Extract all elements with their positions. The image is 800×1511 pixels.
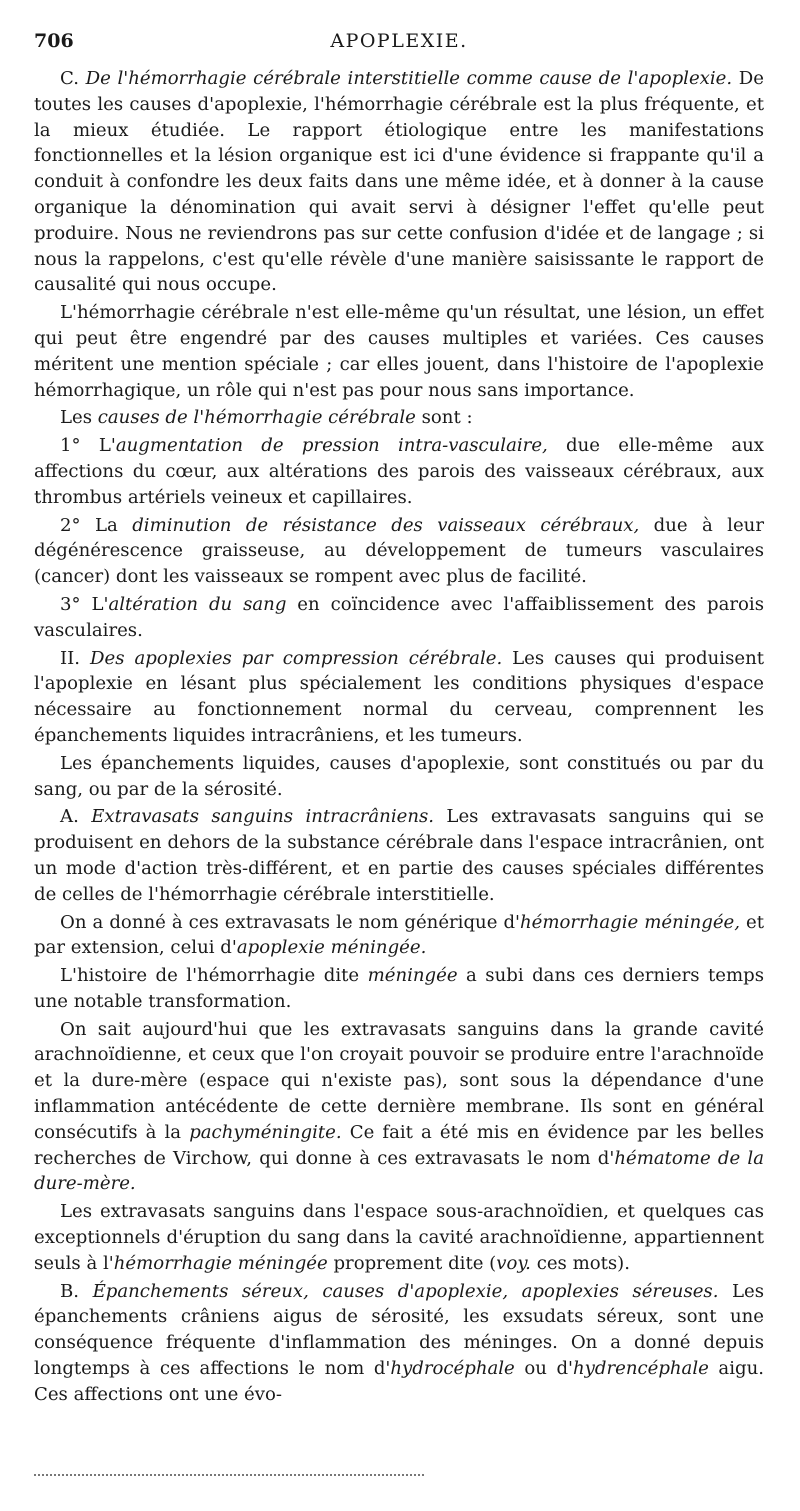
text-run: Les épanchements crâniens aigus de sérosité, les exsudats séreux, sont une conséquence fréquente d'inflammation des méninges. On a donné depuis longtemps à ces affections le nom d' (34, 1280, 765, 1380)
text-run: On a donné à ces extravasats le nom générique d' (60, 911, 521, 933)
text-run: 1° L' (60, 435, 116, 457)
paragraph (34, 433, 764, 510)
paragraph (34, 66, 764, 298)
paragraph (34, 1017, 764, 1198)
italic-text: hémorrhagie méningée (113, 1252, 328, 1274)
text-run: B. (60, 1280, 93, 1302)
italic-text: voy. (496, 1252, 531, 1274)
italic-text: hématome de la dure-mère. (34, 1147, 764, 1195)
paragraph (34, 910, 764, 962)
text-run: a subi dans ces derniers temps une notable transformation. (34, 965, 764, 1012)
italic-text: causes de l'hémorrhagie cérébrale (97, 407, 416, 429)
text-run: C. (60, 68, 86, 89)
running-title: APOPLEXIE. (330, 30, 468, 52)
text-run: II. (60, 647, 91, 669)
italic-text: méningée (367, 965, 458, 987)
text-run: On sait aujourd'hui que les extravasats sanguins dans la grande cavité arachnoïdienne, et ceux que l'on croyait pouvoir se produire entre l'arachnoïde et la dure-mère (espace qui n'existe pas), sont sous la dépendance d'une inflammation antécédente de cette dernière membrane. Ils sont en général consécutifs à la (34, 1018, 764, 1143)
text-run: et par extension, celui d' (34, 911, 764, 959)
text-run: proprement dite ( (327, 1252, 497, 1274)
text-run: L'hémorrhagie cérébrale n'est elle-même qu'un résultat, une lésion, un effet qui peut être engendré par des causes multiples et variées. Ces causes méritent une mention spéciale ; car elles jouent, dans l'histoire de l'apoplexie hémorrhagique, un rôle qui n'est pas pour nous sans importance. (34, 302, 764, 401)
italic-text: Épanchements séreux, causes d'apoplexie, apoplexies séreuses. (92, 1280, 719, 1302)
text-run: due à leur dégénérescence graisseuse, au développement de tumeurs vasculaires (cancer) dont les vaisseaux se rompent avec plus de facilité. (34, 514, 764, 588)
italic-text: hydrencéphale (573, 1358, 709, 1380)
text-run: aigu. Ces affections ont une évo- (34, 1358, 764, 1405)
italic-text: hémorrhagie méningée, (520, 911, 740, 933)
text-run: Les (60, 407, 98, 429)
page-header (34, 30, 764, 54)
text-run: ces mots). (530, 1252, 630, 1274)
paragraph (34, 513, 764, 590)
text-run: 3° L' (60, 593, 109, 615)
paragraph (34, 963, 764, 1015)
text-run: ou d' (514, 1358, 574, 1380)
text-run: Ce fait a été mis en évidence par les belles recherches de Virchow, qui donne à ces extravasats le nom d' (34, 1121, 764, 1169)
italic-text: augmentation de pression intra-vasculaire, (115, 435, 548, 457)
italic-text: Des apoplexies par compression cérébrale. (90, 647, 503, 669)
paragraph (34, 405, 764, 431)
italic-text: altération du sang (108, 593, 287, 615)
text-run: en coïncidence avec l'affaiblissement des parois vasculaires. (34, 593, 764, 641)
paragraph (34, 751, 764, 803)
text-run: Les épanchements liquides, causes d'apoplexie, sont constitués ou par du sang, ou par de la sérosité. (34, 752, 764, 800)
text-run: 2° La (60, 514, 133, 536)
text-run: due elle-même aux affections du cœur, aux altérations des parois des vaisseaux cérébraux, aux thrombus artériels veineux et capillaires. (34, 435, 764, 508)
text-run: sont : (415, 407, 473, 429)
page-number: 706 (34, 30, 74, 52)
italic-text: De l'hémorrhagie cérébrale interstitielle comme cause de l'apoplexie. (85, 68, 733, 89)
italic-text: hydrocéphale (390, 1358, 515, 1380)
text-run: De toutes les causes d'apoplexie, l'hémorrhagie cérébrale est la plus fréquente, et la mieux étudiée. Le rapport étiologique entre les manifestations fonctionnelles et la lésion organique est ici d'une évidence si frappante qu'il a conduit à confondre les deux faits dans une même idée, et à donner à la cause organique la dénomination qui avait servi à désigner l'effet qu'elle peut produire. Nous ne reviendrons pas sur cette confusion d'idée et de langage ; si nous la rappelons, c'est qu'elle révèle d'une manière saisissante le rapport de causalité qui nous occupe. (34, 68, 765, 296)
body-text (34, 66, 764, 1410)
italic-text: apoplexie méningée. (236, 937, 427, 959)
italic-text: Extravasats sanguins intracrâniens. (91, 806, 435, 828)
paragraph (34, 592, 764, 644)
text-run: Les extravasats sanguins dans l'espace sous-arachnoïdien, et quelques cas exceptionnels d'éruption du sang dans la cavité arachnoïdienne, appartiennent seuls à l' (34, 1201, 764, 1274)
text-run: Les causes qui produisent l'apoplexie en lésant plus spécialement les conditions physiques d'espace nécessaire au fonctionnement normal du cerveau, comprennent les épanchements liquides intracrâniens, et les tumeurs. (34, 647, 764, 746)
italic-text: pachyméningite. (189, 1121, 342, 1143)
text-run: Les extravasats sanguins qui se produisent en dehors de la substance cérébrale dans l'espace intracrânien, ont un mode d'action très-différent, et en partie des causes spéciales différentes de celles de l'hémorrhagie cérébrale interstitielle. (34, 806, 764, 905)
text-run: A. (60, 806, 92, 828)
text-run: L'histoire de l'hémorrhagie dite (60, 965, 368, 987)
footer-rule (34, 1474, 424, 1476)
italic-text: diminution de résistance des vaisseaux cérébraux, (132, 514, 640, 536)
paragraph (34, 1199, 764, 1276)
paragraph (34, 1279, 764, 1408)
paragraph (34, 646, 764, 749)
paragraph (34, 804, 764, 907)
paragraph (34, 300, 764, 403)
